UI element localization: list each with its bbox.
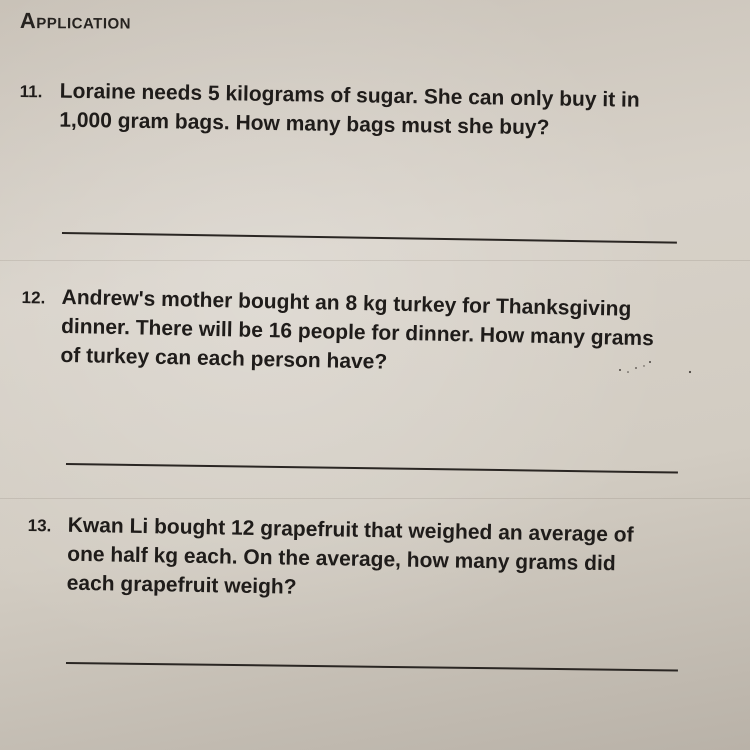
answer-line-12[interactable] xyxy=(66,463,678,474)
problem-number: 11. xyxy=(19,81,43,102)
problem-number: 13. xyxy=(27,515,52,536)
problem-11 xyxy=(19,76,660,144)
problem-12 xyxy=(20,282,662,382)
paper-fold xyxy=(0,260,750,261)
problem-number: 12. xyxy=(21,287,46,308)
problem-text: Andrew's mother bought an 8 kg turkey for Thanksgiving dinner. There will be 16 people for dinner. How many grams of turkey can each person have? xyxy=(60,285,655,374)
answer-line-13[interactable] xyxy=(66,662,678,671)
pencil-specks xyxy=(600,350,700,380)
answer-line-11[interactable] xyxy=(62,232,677,244)
section-heading: Application xyxy=(19,8,132,34)
problem-text: Loraine needs 5 kilograms of sugar. She can only buy it in 1,000 gram bags. How many bags must she buy? xyxy=(59,79,640,140)
paper-fold xyxy=(0,498,750,499)
problem-text: Kwan Li bought 12 grapefruit that weighed an average of one half kg each. On the average, how many grams did each grapefruit weigh? xyxy=(66,513,634,599)
problem-13 xyxy=(26,510,667,608)
